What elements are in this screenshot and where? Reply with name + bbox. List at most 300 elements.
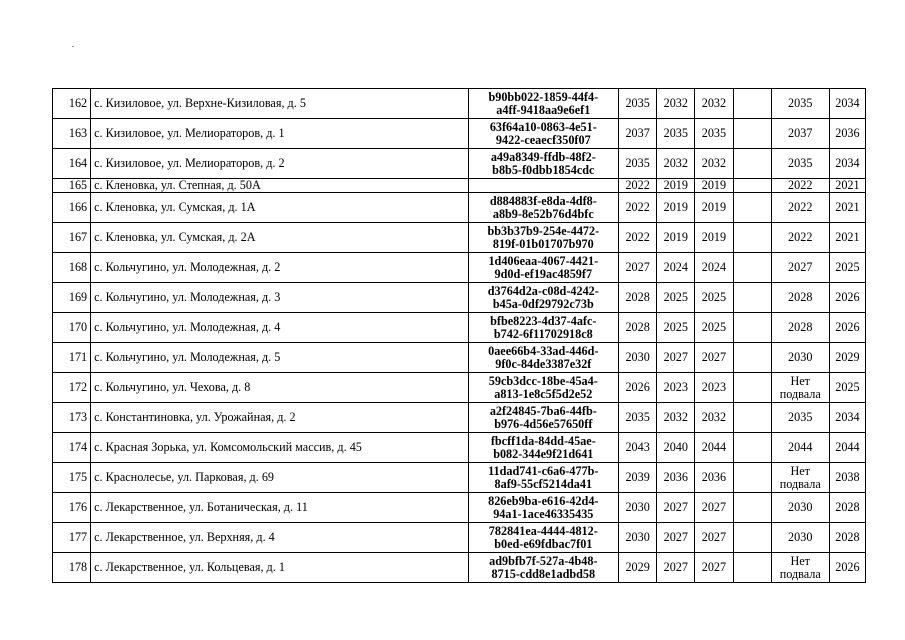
year-1-text: 2030 [625,350,650,364]
table-row [53,179,866,193]
guid-cell [468,553,619,583]
basement-year-line-1: 2028 [788,320,813,334]
year-1-text: 2030 [625,530,650,544]
year-cell-6 [829,119,865,149]
row-number [53,193,91,223]
year-6-text: 2028 [835,500,860,514]
year-6-text: 2028 [835,530,860,544]
basement-year-line-1: Нет [790,463,811,478]
row-number [53,463,91,493]
year-cell-4 [733,89,771,119]
year-6-text: 2021 [835,200,860,214]
year-cell-2 [657,89,695,119]
address-text: с. Лекарственное, ул. Кольцевая, д. 1 [94,560,285,574]
guid-cell [468,343,619,373]
guid-line-1: 1d406eaa-4067-4421- [488,253,599,268]
year-cell-4 [733,433,771,463]
year-cell-4 [733,149,771,179]
row-number-text: 176 [68,500,88,514]
row-number [53,433,91,463]
year-cell-1 [619,119,657,149]
guid-line-2: a813-1e8c5f5d2e52 [494,386,593,401]
year-6-text: 2036 [835,126,860,140]
basement-year-line-1: 2035 [788,156,813,170]
year-2-text: 2027 [663,500,688,514]
guid-line-2: b082-344e9f21d641 [493,446,594,461]
year-cell-1 [619,283,657,313]
row-number-text: 166 [68,200,88,214]
guid-line-1: bb3b37b9-254e-4472- [487,223,600,238]
address-text: с. Краснолесье, ул. Парковая, д. 69 [94,470,275,484]
year-cell-3 [695,89,733,119]
row-number-text: 165 [68,178,88,192]
guid-cell [468,89,619,119]
address-cell [91,89,468,119]
basement-year-line-1: 2030 [788,500,813,514]
address-text: с. Кольчугино, ул. Молодежная, д. 2 [94,260,281,274]
table-row [53,523,866,553]
guid-cell [468,223,619,253]
address-cell [91,463,468,493]
year-2-text: 2019 [663,200,688,214]
year-cell-4 [733,373,771,403]
basement-year-line-2: подвала [779,386,821,401]
row-number [53,553,91,583]
year-1-text: 2022 [625,230,650,244]
year-2-text: 2032 [663,156,688,170]
row-number [53,149,91,179]
guid-line-2: b742-6f11702918c8 [493,326,593,341]
year-3-text: 2036 [701,470,727,484]
year-3-text: 2027 [701,560,727,574]
row-number [53,313,91,343]
basement-year-cell [771,493,829,523]
year-cell-2 [657,223,695,253]
basement-year-line-1: 2022 [788,230,813,244]
year-cell-2 [657,179,695,193]
year-cell-1 [619,253,657,283]
year-cell-6 [829,433,865,463]
year-cell-3 [695,149,733,179]
year-1-text: 2028 [625,290,650,304]
year-cell-4 [733,343,771,373]
table-row [53,493,866,523]
year-cell-6 [829,253,865,283]
address-cell [91,553,468,583]
year-cell-4 [733,553,771,583]
year-cell-6 [829,313,865,343]
basement-year-cell [771,373,829,403]
basement-year-line-1: 2044 [788,440,813,454]
year-cell-4 [733,179,771,193]
row-number-text: 163 [68,126,88,140]
basement-year-cell [771,193,829,223]
year-3-text: 2032 [701,156,727,170]
year-cell-3 [695,553,733,583]
year-cell-4 [733,193,771,223]
basement-year-cell [771,253,829,283]
address-cell [91,343,468,373]
year-cell-1 [619,223,657,253]
guid-line-2: b976-4d56e57650ff [494,416,593,431]
year-2-text: 2035 [663,126,688,140]
year-cell-1 [619,403,657,433]
year-3-text: 2032 [701,410,727,424]
guid-line-2: b0ed-e69fdbac7f01 [494,536,593,551]
basement-year-line-1: 2027 [788,260,813,274]
row-number [53,493,91,523]
housing-register-table [52,88,866,583]
year-6-text: 2038 [835,470,860,484]
year-cell-3 [695,493,733,523]
year-6-text: 2044 [835,440,860,454]
year-cell-2 [657,119,695,149]
year-cell-3 [695,523,733,553]
guid-cell [468,119,619,149]
guid-line-1: 826eb9ba-e616-42d4- [488,493,599,508]
basement-year-cell [771,343,829,373]
basement-year-line-1: 2022 [788,200,813,214]
year-cell-2 [657,463,695,493]
guid-line-1: 59cb3dcc-18be-45a4- [488,373,598,388]
year-cell-2 [657,283,695,313]
guid-cell [468,403,619,433]
year-2-text: 2024 [663,260,688,274]
basement-year-cell [771,149,829,179]
year-1-text: 2037 [625,126,650,140]
row-number [53,253,91,283]
table-body [53,89,866,583]
guid-cell [468,193,619,223]
year-cell-3 [695,403,733,433]
basement-year-cell [771,553,829,583]
guid-line-1: d884883f-e8da-4df8- [489,193,597,208]
year-2-text: 2023 [663,380,688,394]
year-cell-4 [733,523,771,553]
year-1-text: 2035 [625,410,650,424]
address-text: с. Кольчугино, ул. Молодежная, д. 5 [94,350,281,364]
year-cell-1 [619,433,657,463]
year-3-text: 2019 [701,178,727,192]
address-text: с. Кленовка, ул. Сумская, д. 2А [94,230,256,244]
year-6-text: 2026 [835,290,860,304]
year-cell-2 [657,523,695,553]
address-text: с. Кольчугино, ул. Молодежная, д. 3 [94,290,281,304]
table-row [53,403,866,433]
basement-year-line-2: подвала [779,476,821,491]
basement-year-cell [771,523,829,553]
row-number [53,523,91,553]
year-cell-2 [657,493,695,523]
year-3-text: 2032 [701,96,727,110]
guid-line-1: 11dad741-c6a6-477b- [488,463,599,478]
year-cell-2 [657,403,695,433]
year-2-text: 2036 [663,470,688,484]
row-number-text: 164 [68,156,88,170]
year-cell-2 [657,433,695,463]
row-number [53,403,91,433]
year-3-text: 2044 [701,440,727,454]
address-text: с. Кленовка, ул. Сумская, д. 1А [94,200,256,214]
basement-year-cell [771,89,829,119]
year-6-text: 2026 [835,320,860,334]
guid-line-1: bfbe8223-4d37-4afc- [490,313,597,328]
basement-year-line-1: 2030 [788,530,813,544]
guid-line-1: a2f24845-7ba6-44fb- [489,403,597,418]
guid-line-2: b45a-0df29792c73b [492,296,594,311]
year-6-text: 2026 [835,560,860,574]
year-cell-1 [619,179,657,193]
year-1-text: 2035 [625,96,650,110]
table-row [53,433,866,463]
table-row [53,283,866,313]
year-cell-2 [657,373,695,403]
year-2-text: 2027 [663,560,688,574]
year-cell-6 [829,373,865,403]
guid-line-1: 63f64a10-0863-4e51- [489,119,597,134]
year-1-text: 2026 [625,380,650,394]
year-cell-2 [657,149,695,179]
year-cell-4 [733,223,771,253]
table-row [53,193,866,223]
year-cell-2 [657,193,695,223]
table-row [53,463,866,493]
year-cell-6 [829,493,865,523]
year-2-text: 2027 [663,350,688,364]
basement-year-line-1: 2022 [788,178,813,192]
year-6-text: 2034 [835,96,860,110]
address-cell [91,253,468,283]
address-cell [91,523,468,553]
guid-line-2: 8715-cdd8e1adbd58 [491,566,596,581]
year-cell-3 [695,253,733,283]
address-cell [91,283,468,313]
address-cell [91,403,468,433]
year-cell-3 [695,193,733,223]
year-cell-6 [829,403,865,433]
address-text: с. Кизиловое, ул. Мелиораторов, д. 2 [94,156,285,170]
year-1-text: 2043 [625,440,650,454]
address-cell [91,313,468,343]
guid-line-2: 8af9-55cf5214da41 [494,476,593,491]
row-number-text: 177 [68,530,88,544]
guid-line-1: d3764d2a-c08d-4242- [487,283,599,298]
year-cell-3 [695,179,733,193]
year-cell-3 [695,119,733,149]
year-cell-6 [829,523,865,553]
year-cell-3 [695,433,733,463]
year-cell-2 [657,253,695,283]
row-number-text: 173 [68,410,88,424]
year-2-text: 2032 [663,410,688,424]
guid-line-2: 819f-01b01707b970 [492,236,594,251]
address-text: с. Красная Зорька, ул. Комсомольский массив, д. 45 [94,440,362,454]
address-text: с. Кизиловое, ул. Мелиораторов, д. 1 [94,126,285,140]
guid-cell [468,373,619,403]
year-cell-1 [619,373,657,403]
row-number [53,119,91,149]
year-3-text: 2023 [701,380,727,394]
row-number [53,89,91,119]
guid-line-1: 782841ea-4444-4812- [488,523,598,538]
year-cell-1 [619,193,657,223]
row-number-text: 167 [68,230,88,244]
basement-year-cell [771,283,829,313]
year-cell-1 [619,553,657,583]
guid-line-1: 0aee66b4-33ad-446d- [488,343,599,358]
basement-year-line-1: 2030 [788,350,813,364]
basement-year-line-1: 2037 [788,126,813,140]
year-cell-1 [619,493,657,523]
row-number-text: 178 [68,560,88,574]
year-1-text: 2022 [625,200,650,214]
year-cell-2 [657,553,695,583]
year-cell-3 [695,343,733,373]
address-cell [91,373,468,403]
row-number [53,373,91,403]
row-number [53,343,91,373]
row-number-text: 175 [68,470,88,484]
guid-cell [468,313,619,343]
row-number-text: 174 [68,440,88,454]
address-text: с. Лекарственное, ул. Ботаническая, д. 11 [94,500,308,514]
year-2-text: 2019 [663,230,688,244]
guid-cell [468,253,619,283]
basement-year-cell [771,463,829,493]
year-cell-4 [733,493,771,523]
guid-cell [468,523,619,553]
year-cell-3 [695,373,733,403]
basement-year-cell [771,433,829,463]
basement-year-line-1: 2035 [788,410,813,424]
year-cell-3 [695,463,733,493]
table-row [53,89,866,119]
row-number-text: 162 [68,96,88,110]
guid-line-2: a4ff-9418aa9e6ef1 [496,102,591,117]
year-cell-3 [695,283,733,313]
year-cell-1 [619,149,657,179]
basement-year-line-1: Нет [790,373,811,388]
basement-year-line-2: подвала [779,566,821,581]
year-1-text: 2035 [625,156,650,170]
address-text: с. Кольчугино, ул. Чехова, д. 8 [94,380,251,394]
year-cell-4 [733,283,771,313]
address-cell [91,433,468,463]
year-3-text: 2025 [701,290,727,304]
year-cell-6 [829,553,865,583]
year-cell-6 [829,283,865,313]
address-cell [91,179,468,193]
table-row [53,343,866,373]
year-3-text: 2019 [701,230,727,244]
year-1-text: 2030 [625,500,650,514]
table-row [53,119,866,149]
year-6-text: 2021 [835,178,860,192]
guid-line-2: 9f0c-84de3387e32f [495,356,592,371]
year-3-text: 2035 [701,126,727,140]
year-cell-1 [619,463,657,493]
year-3-text: 2019 [701,200,727,214]
address-text: с. Кольчугино, ул. Молодежная, д. 4 [94,320,281,334]
address-text: с. Лекарственное, ул. Верхняя, д. 4 [94,530,275,544]
address-cell [91,119,468,149]
table-row [53,253,866,283]
year-3-text: 2025 [701,320,727,334]
year-2-text: 2025 [663,290,688,304]
guid-cell [468,179,619,193]
row-number-text: 170 [68,320,88,334]
guid-line-1: fbcff1da-84dd-45ae- [490,433,596,448]
table-row [53,373,866,403]
basement-year-cell [771,403,829,433]
row-number [53,283,91,313]
year-1-text: 2027 [625,260,650,274]
basement-year-cell [771,223,829,253]
year-cell-2 [657,313,695,343]
address-cell [91,493,468,523]
year-cell-4 [733,313,771,343]
basement-year-line-1: 2028 [788,290,813,304]
year-cell-6 [829,89,865,119]
guid-line-2: 9d0d-ef19ac4859f7 [494,266,593,281]
guid-line-1: ad9bfb7f-527a-4b48- [489,553,598,568]
year-3-text: 2027 [701,530,727,544]
year-6-text: 2025 [835,380,860,394]
year-3-text: 2024 [701,260,727,274]
year-6-text: 2025 [835,260,860,274]
guid-line-1: a49a8349-ffdb-48f2- [490,149,596,164]
year-cell-6 [829,193,865,223]
year-cell-4 [733,253,771,283]
row-number [53,223,91,253]
basement-year-cell [771,119,829,149]
year-1-text: 2022 [625,178,650,192]
year-cell-4 [733,463,771,493]
table-row [53,149,866,179]
year-2-text: 2027 [663,530,688,544]
guid-line-2: 9422-ceaecf350f07 [495,132,591,147]
address-text: с. Кленовка, ул. Степная, д. 50А [94,178,261,192]
year-cell-6 [829,463,865,493]
year-6-text: 2034 [835,410,860,424]
year-cell-1 [619,523,657,553]
year-1-text: 2039 [625,470,650,484]
guid-cell [468,283,619,313]
year-cell-1 [619,89,657,119]
guid-line-1: b90bb022-1859-44f4- [488,89,599,104]
year-6-text: 2029 [835,350,860,364]
table-row [53,553,866,583]
row-number-text: 171 [68,350,88,364]
year-cell-6 [829,223,865,253]
address-cell [91,223,468,253]
address-text: с. Константиновка, ул. Урожайная, д. 2 [94,410,296,424]
year-6-text: 2021 [835,230,860,244]
table-row [53,313,866,343]
scan-speck [72,46,74,47]
year-6-text: 2034 [835,156,860,170]
row-number-text: 169 [68,290,88,304]
year-cell-6 [829,179,865,193]
basement-year-cell [771,179,829,193]
guid-line-2: a8b9-8e52b76d4bfc [492,206,594,221]
address-text: с. Кизиловое, ул. Верхне-Кизиловая, д. 5 [94,96,306,110]
basement-year-line-1: Нет [790,553,811,568]
year-cell-6 [829,149,865,179]
guid-line-2: b8b5-f0dbb1854cdc [492,162,595,177]
year-cell-4 [733,403,771,433]
row-number [53,179,91,193]
